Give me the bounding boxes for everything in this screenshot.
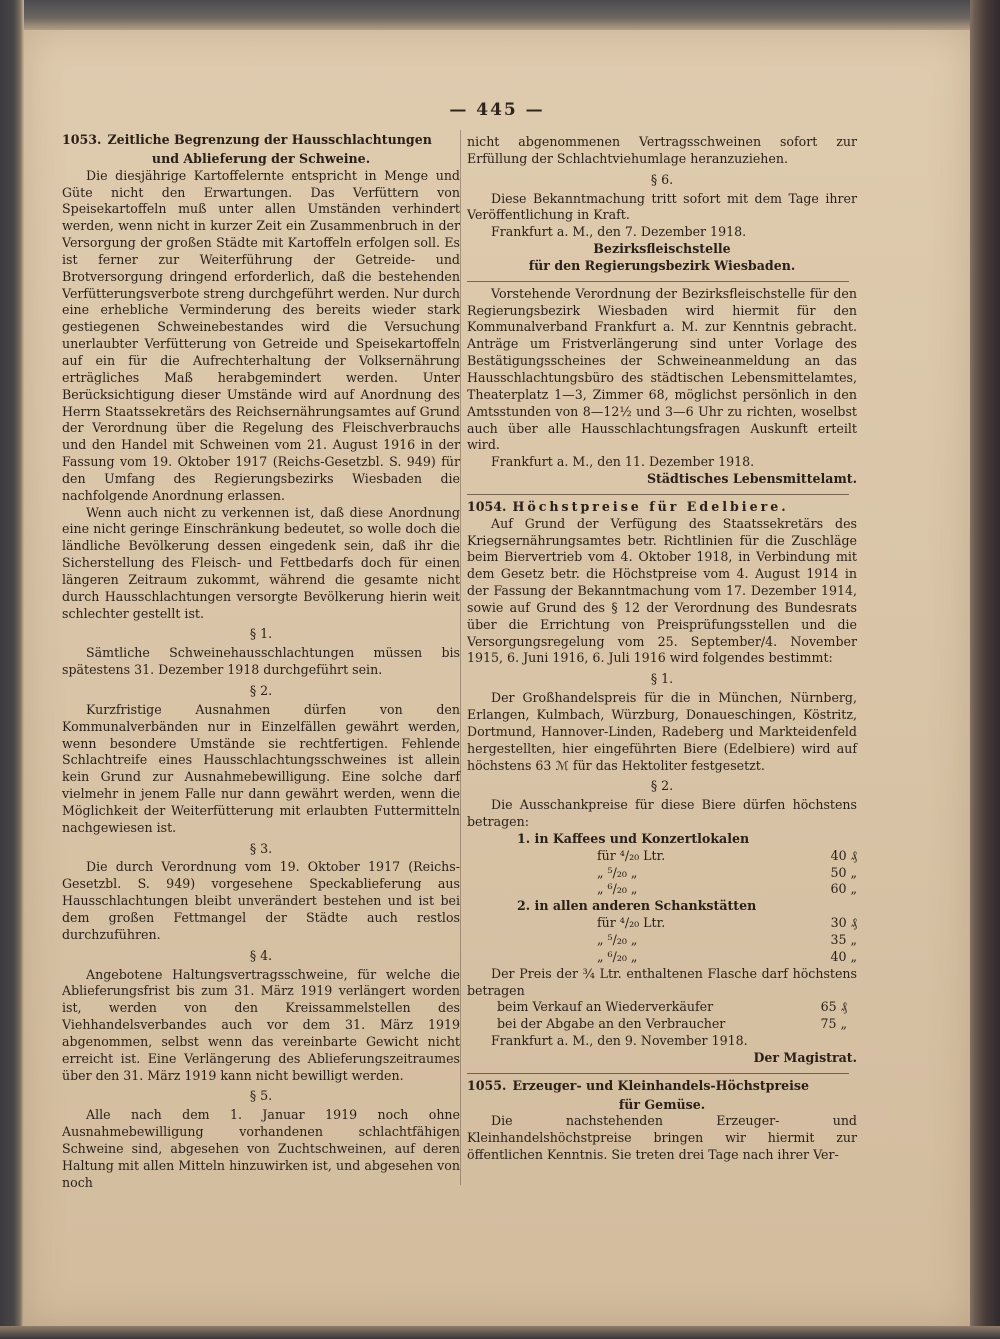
separator-rule [467, 1073, 849, 1074]
section-heading: § 1. [650, 671, 674, 687]
price-label: „ ⁶/₂₀ „ [597, 881, 638, 897]
paragraph: Diese Bekanntmachung tritt sofort mit dem Tage ihrer Veröffentlichung in Kraft. [467, 190, 857, 223]
separator-rule [467, 494, 849, 495]
date-line: Frankfurt a. M., den 9. November 1918. [491, 1033, 748, 1049]
paragraph: Sämtliche Schweinehausschlachtungen müssen bis spätestens 31. Dezember 1918 durchgeführt sein. [62, 645, 460, 678]
section-heading: § 2. [650, 778, 674, 794]
book-edge-top [24, 0, 970, 30]
article-1054-heading [467, 499, 857, 516]
price-row [467, 881, 857, 898]
price-label: für ⁴/₂₀ Ltr. [597, 915, 666, 931]
price-category: 2. in allen anderen Schankstätten [517, 898, 757, 914]
price-label: „ ⁶/₂₀ „ [597, 948, 638, 964]
price-row [467, 949, 857, 966]
signature: Städtisches Lebensmittelamt. [646, 471, 857, 487]
price-amount: 75 „ [820, 1016, 847, 1032]
section-heading: § 1. [249, 626, 273, 642]
section-heading: § 6. [650, 171, 674, 187]
separator-rule [467, 281, 849, 282]
price-amount: 65 ₰ [820, 999, 847, 1015]
date-line: Frankfurt a. M., den 11. Dezember 1918. [491, 454, 755, 470]
price-row [467, 1016, 857, 1033]
paragraph: Kurzfristige Ausnahmen dürfen von den Kommunalverbänden nur in Einzelfällen gewährt werden, wenn besondere Umstände sie rechtfertigen. Fehlende Schlachtreife eines Hausschlachtungsschweines ist allein kein Grund zur Ausnahmebewilligung. Eine solche darf vielmehr in jenem Falle nur dann gewährt werden, wenn die Möglichkeit der Weiterfütterung mit erlaubten Futtermitteln nachgewiesen ist. [62, 701, 460, 835]
paragraph: Die Ausschankpreise für diese Biere dürfen höchstens betragen: [467, 797, 857, 830]
paragraph: nicht abgenommenen Vertragsschweinen sofort zur Erfüllung der Schlachtviehumlage heranzuziehen. [467, 134, 857, 166]
price-row [467, 915, 857, 932]
price-row [467, 865, 857, 882]
paragraph: Vorstehende Verordnung der Bezirksfleischstelle für den Regierungsbezirk Wiesbaden wird hiermit für den Kommunalverband Frankfurt a. M. zur Kenntnis gebracht. Anträge um Fristverlängerung sind unter Vorlage des Bestätigungsscheines der Schweineanmeldung an das Hausschlachtungsbüro des städtischen Lebensmittelamtes, Theaterplatz 1—3, Zimmer 68, möglichst persönlich in den Amtsstunden von 8—12½ und 3—6 Uhr zu richten, woselbst auch über alle Hausschlachtungsfragen Auskunft erteilt wird. [467, 285, 857, 453]
price-label: „ ⁵/₂₀ „ [597, 931, 638, 947]
article-title: Erzeuger- und Kleinhandels-Höchstpreise [512, 1077, 810, 1093]
section-heading: § 2. [249, 683, 273, 698]
page-number: — 445 — [449, 100, 545, 120]
paragraph: Der Großhandelspreis für die in München, Nürnberg, Erlangen, Kulmbach, Würzburg, Donaueschingen, Köstritz, Dortmund, Hannover-Linden, Radeberg und Markteidenfeld hergestellten, hier eingeführten Biere (Edelbiere) wird auf höchstens 63 ℳ für das Hektoliter festgesetzt. [467, 690, 857, 773]
column-divider [460, 130, 461, 1185]
date-line: Frankfurt a. M., den 7. Dezember 1918. [491, 224, 747, 240]
right-column [467, 134, 857, 1164]
price-amount: 40 „ [830, 948, 857, 964]
article-number: 1053. [62, 132, 102, 147]
section-heading: § 3. [249, 840, 273, 856]
paragraph: Die nachstehenden Erzeuger- und Kleinhandelshöchstpreise bringen wir hiermit zur öffentlichen Kenntnis. Sie treten drei Tage nach ihrer Ver- [467, 1113, 857, 1163]
price-label: beim Verkauf an Wiederverkäufer [497, 999, 714, 1015]
page-sheet [24, 30, 970, 1326]
signature: Der Magistrat. [753, 1049, 857, 1065]
paragraph: Die diesjährige Kartoffelernte entspricht in Menge und Güte nicht den Erwartungen. Das Verfüttern von Speisekartoffeln muß unter allen Umständen verhindert werden, wenn nicht in kurzer Zeit ein Zusammenbruch in der Versorgung der großen Städte mit Kartoffeln erfolgen soll. Es ist ferner zur Weiterführung der Getreide- und Brotversorgung dringend erforderlich, daß die bestehenden Verfütterungsverbote streng durchgeführt werden. Nur durch eine erhebliche Verminderung des bereits wieder stark gestiegenen Schweinebestandes wird die Versuchung unerlaubter Verfütterung von Getreide und Speisekartoffeln auf ein für die Aufrechterhaltung der Volksernährung erträgliches Maß herabgemindert werden. Unter Berücksichtigung dieser Umstände wird auf Anordnung des Herrn Staatssekretärs des Reichsernährungsamtes auf Grund der Verordnung über die Regelung des Fleischverbrauchs und den Handel mit Schweinen vom 21. August 1916 in der Fassung vom 19. Oktober 1917 (Reichs-Gesetzbl. S. 949) für den Umfang des Regierungsbezirks Wiesbaden die nachfolgende Anordnung erlassen. [62, 167, 460, 503]
paragraph: Die durch Verordnung vom 19. Oktober 1917 (Reichs-Gesetzbl. S. 949) vorgesehene Speckablieferung aus Hausschlachtungen bleibt unverändert bestehen und ist bei dem großen Fettmangel der Städte auch restlos durchzuführen. [62, 859, 460, 942]
price-amount: 35 „ [830, 931, 857, 947]
price-label: bei der Abgabe an den Verbraucher [497, 1016, 726, 1032]
paragraph: Angebotene Haltungsvertragsschweine, für welche die Ablieferungsfrist bis zum 31. März 1919 verlängert worden ist, werden von den Kreissammelstellen des Viehhandelsverbandes auch vor dem 31. März 1919 abgenommen, selbst wenn das vereinbarte Gewicht nicht erreicht ist. Eine Verlängerung des Ablieferungszeitraumes über den 31. März 1919 kann nicht bewilligt werden. [62, 966, 460, 1083]
article-1055-heading [467, 1078, 857, 1095]
price-label: für ⁴/₂₀ Ltr. [597, 847, 666, 863]
section-heading: § 4. [249, 947, 273, 963]
price-amount: 30 ₰ [830, 915, 857, 931]
left-column [62, 130, 460, 1191]
article-title-line-2: für Gemüse. [618, 1096, 706, 1112]
price-category: 1. in Kaffees und Konzertlokalen [517, 830, 750, 846]
price-amount: 60 „ [830, 881, 857, 897]
article-title: Zeitliche Begrenzung der Hausschlachtungen [107, 132, 432, 147]
paragraph: Alle nach dem 1. Januar 1919 noch ohne Ausnahmebewilligung vorhandenen schlachtfähigen Schweine sind, abgesehen von Zuchtschweinen, auf deren Haltung mit allen Mitteln hinzuwirken ist, und abgesehen von noch [62, 1107, 460, 1190]
article-number: 1055. [467, 1077, 507, 1093]
price-label: „ ⁵/₂₀ „ [597, 864, 638, 880]
section-heading: § 5. [249, 1088, 273, 1104]
article-1053-heading [62, 132, 460, 149]
article-title-line-2: und Ablieferung der Schweine. [151, 150, 371, 166]
signature: Bezirksfleischstelle [593, 241, 731, 257]
price-amount: 40 ₰ [830, 847, 857, 863]
book-edge-bottom [0, 1326, 1000, 1339]
signature: für den Regierungsbezirk Wiesbaden. [528, 257, 796, 273]
article-title: Höchstpreise für Edelbiere. [512, 498, 789, 514]
paragraph: Wenn auch nicht zu verkennen ist, daß diese Anordnung eine nicht geringe Einschränkung bedeutet, so wolle doch die ländliche Bevölkerung dessen eingedenk sein, daß ihr die Sicherstellung des Fleisch- und Fettbedarfs doch für einen längeren Zeitraum zukommt, während die gesamte nicht durch Hausschlachtungen versorgte Bevölkerung hierin weit schlechter gestellt ist. [62, 504, 460, 621]
price-amount: 50 „ [830, 864, 857, 880]
price-row [467, 999, 857, 1016]
price-row [467, 848, 857, 865]
article-number: 1054. [467, 498, 507, 514]
paragraph: Auf Grund der Verfügung des Staatssekretärs des Kriegsernährungsamtes betr. Richtlinien für die Zuschläge beim Biervertrieb vom 4. Oktober 1918, in Verbindung mit dem Gesetz betr. die Höchstpreise vom 4. August 1914 in der Fassung der Bekanntmachung vom 17. Dezember 1914, sowie auf Grund des § 12 der Verordnung des Bundesrats über die Errichtung von Preisprüfungsstellen und die Versorgungsregelung vom 25. September/4. November 1915, 6. Juni 1916, 6. Juli 1916 wird folgendes bestimmt: [467, 515, 857, 666]
paragraph: Der Preis der ¾ Ltr. enthaltenen Flasche darf höchstens betragen [467, 965, 857, 998]
price-row [467, 932, 857, 949]
